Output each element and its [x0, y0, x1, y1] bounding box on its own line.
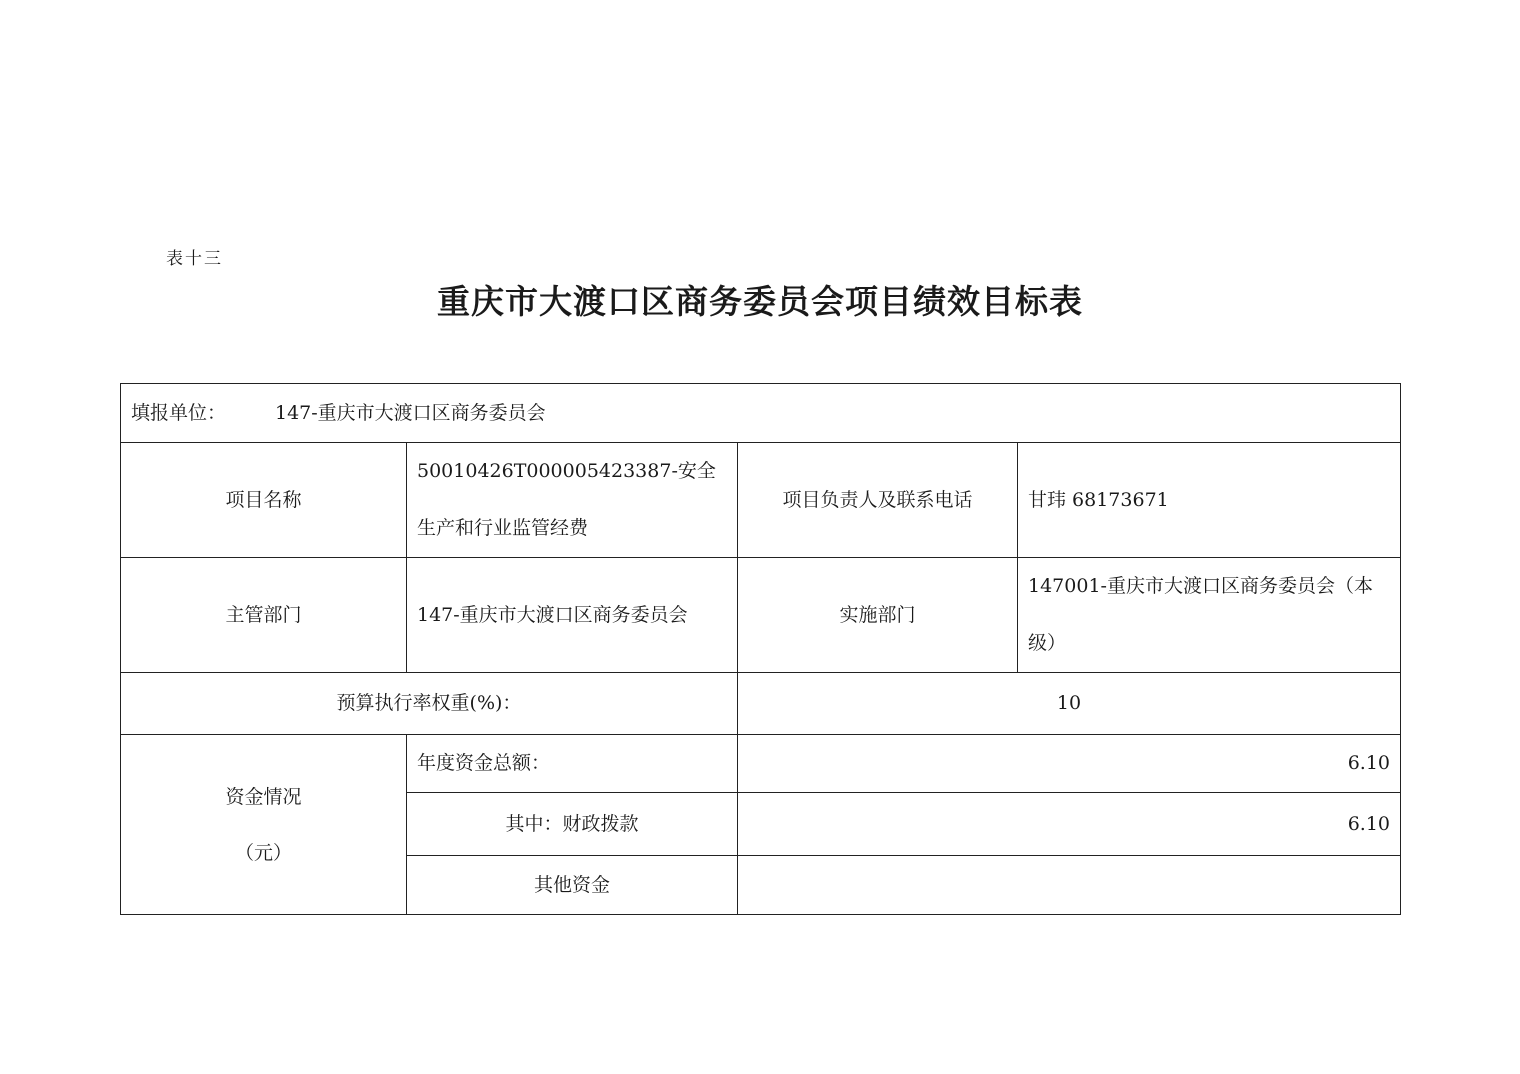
funds-unit: （元）: [234, 841, 292, 864]
project-leader-value: 甘玮 68173671: [1018, 443, 1401, 558]
other-funds-label: 其他资金: [407, 856, 738, 915]
annual-total-value: 6.10: [738, 735, 1401, 793]
supervising-dept-value: 147-重庆市大渡口区商务委员会: [407, 558, 738, 673]
filing-unit-cell: [121, 384, 1401, 443]
implementing-dept-label: 实施部门: [738, 558, 1018, 673]
funds-label-cell: [121, 735, 407, 915]
fiscal-allocation-value: 6.10: [738, 793, 1401, 856]
page-title: 重庆市大渡口区商务委员会项目绩效目标表: [437, 282, 1083, 321]
implementing-dept-value: 147001-重庆市大渡口区商务委员会（本级）: [1018, 558, 1401, 673]
filing-unit-value: 147-重庆市大渡口区商务委员会: [275, 401, 546, 424]
budget-weight-value: 10: [738, 673, 1401, 735]
table-row-department: [121, 558, 1401, 673]
project-name-value: 50010426T000005423387-安全生产和行业监管经费: [407, 443, 738, 558]
project-name-label: 项目名称: [121, 443, 407, 558]
other-funds-value: [738, 856, 1401, 915]
project-leader-label: 项目负责人及联系电话: [738, 443, 1018, 558]
table-number-label: 表十三: [166, 249, 223, 269]
annual-total-label: 年度资金总额：: [407, 735, 738, 793]
supervising-dept-label: 主管部门: [121, 558, 407, 673]
performance-target-table: [120, 383, 1401, 915]
budget-weight-label: 预算执行率权重(%)：: [121, 673, 738, 735]
filing-unit-label: 填报单位：: [131, 401, 227, 424]
table-row-budget-weight: [121, 673, 1401, 735]
funds-label: 资金情况: [225, 785, 302, 808]
table-row-unit: [121, 384, 1401, 443]
table-row-project: [121, 443, 1401, 558]
fiscal-allocation-label: 其中：财政拨款: [407, 793, 738, 856]
table-row-annual-total: [121, 735, 1401, 793]
